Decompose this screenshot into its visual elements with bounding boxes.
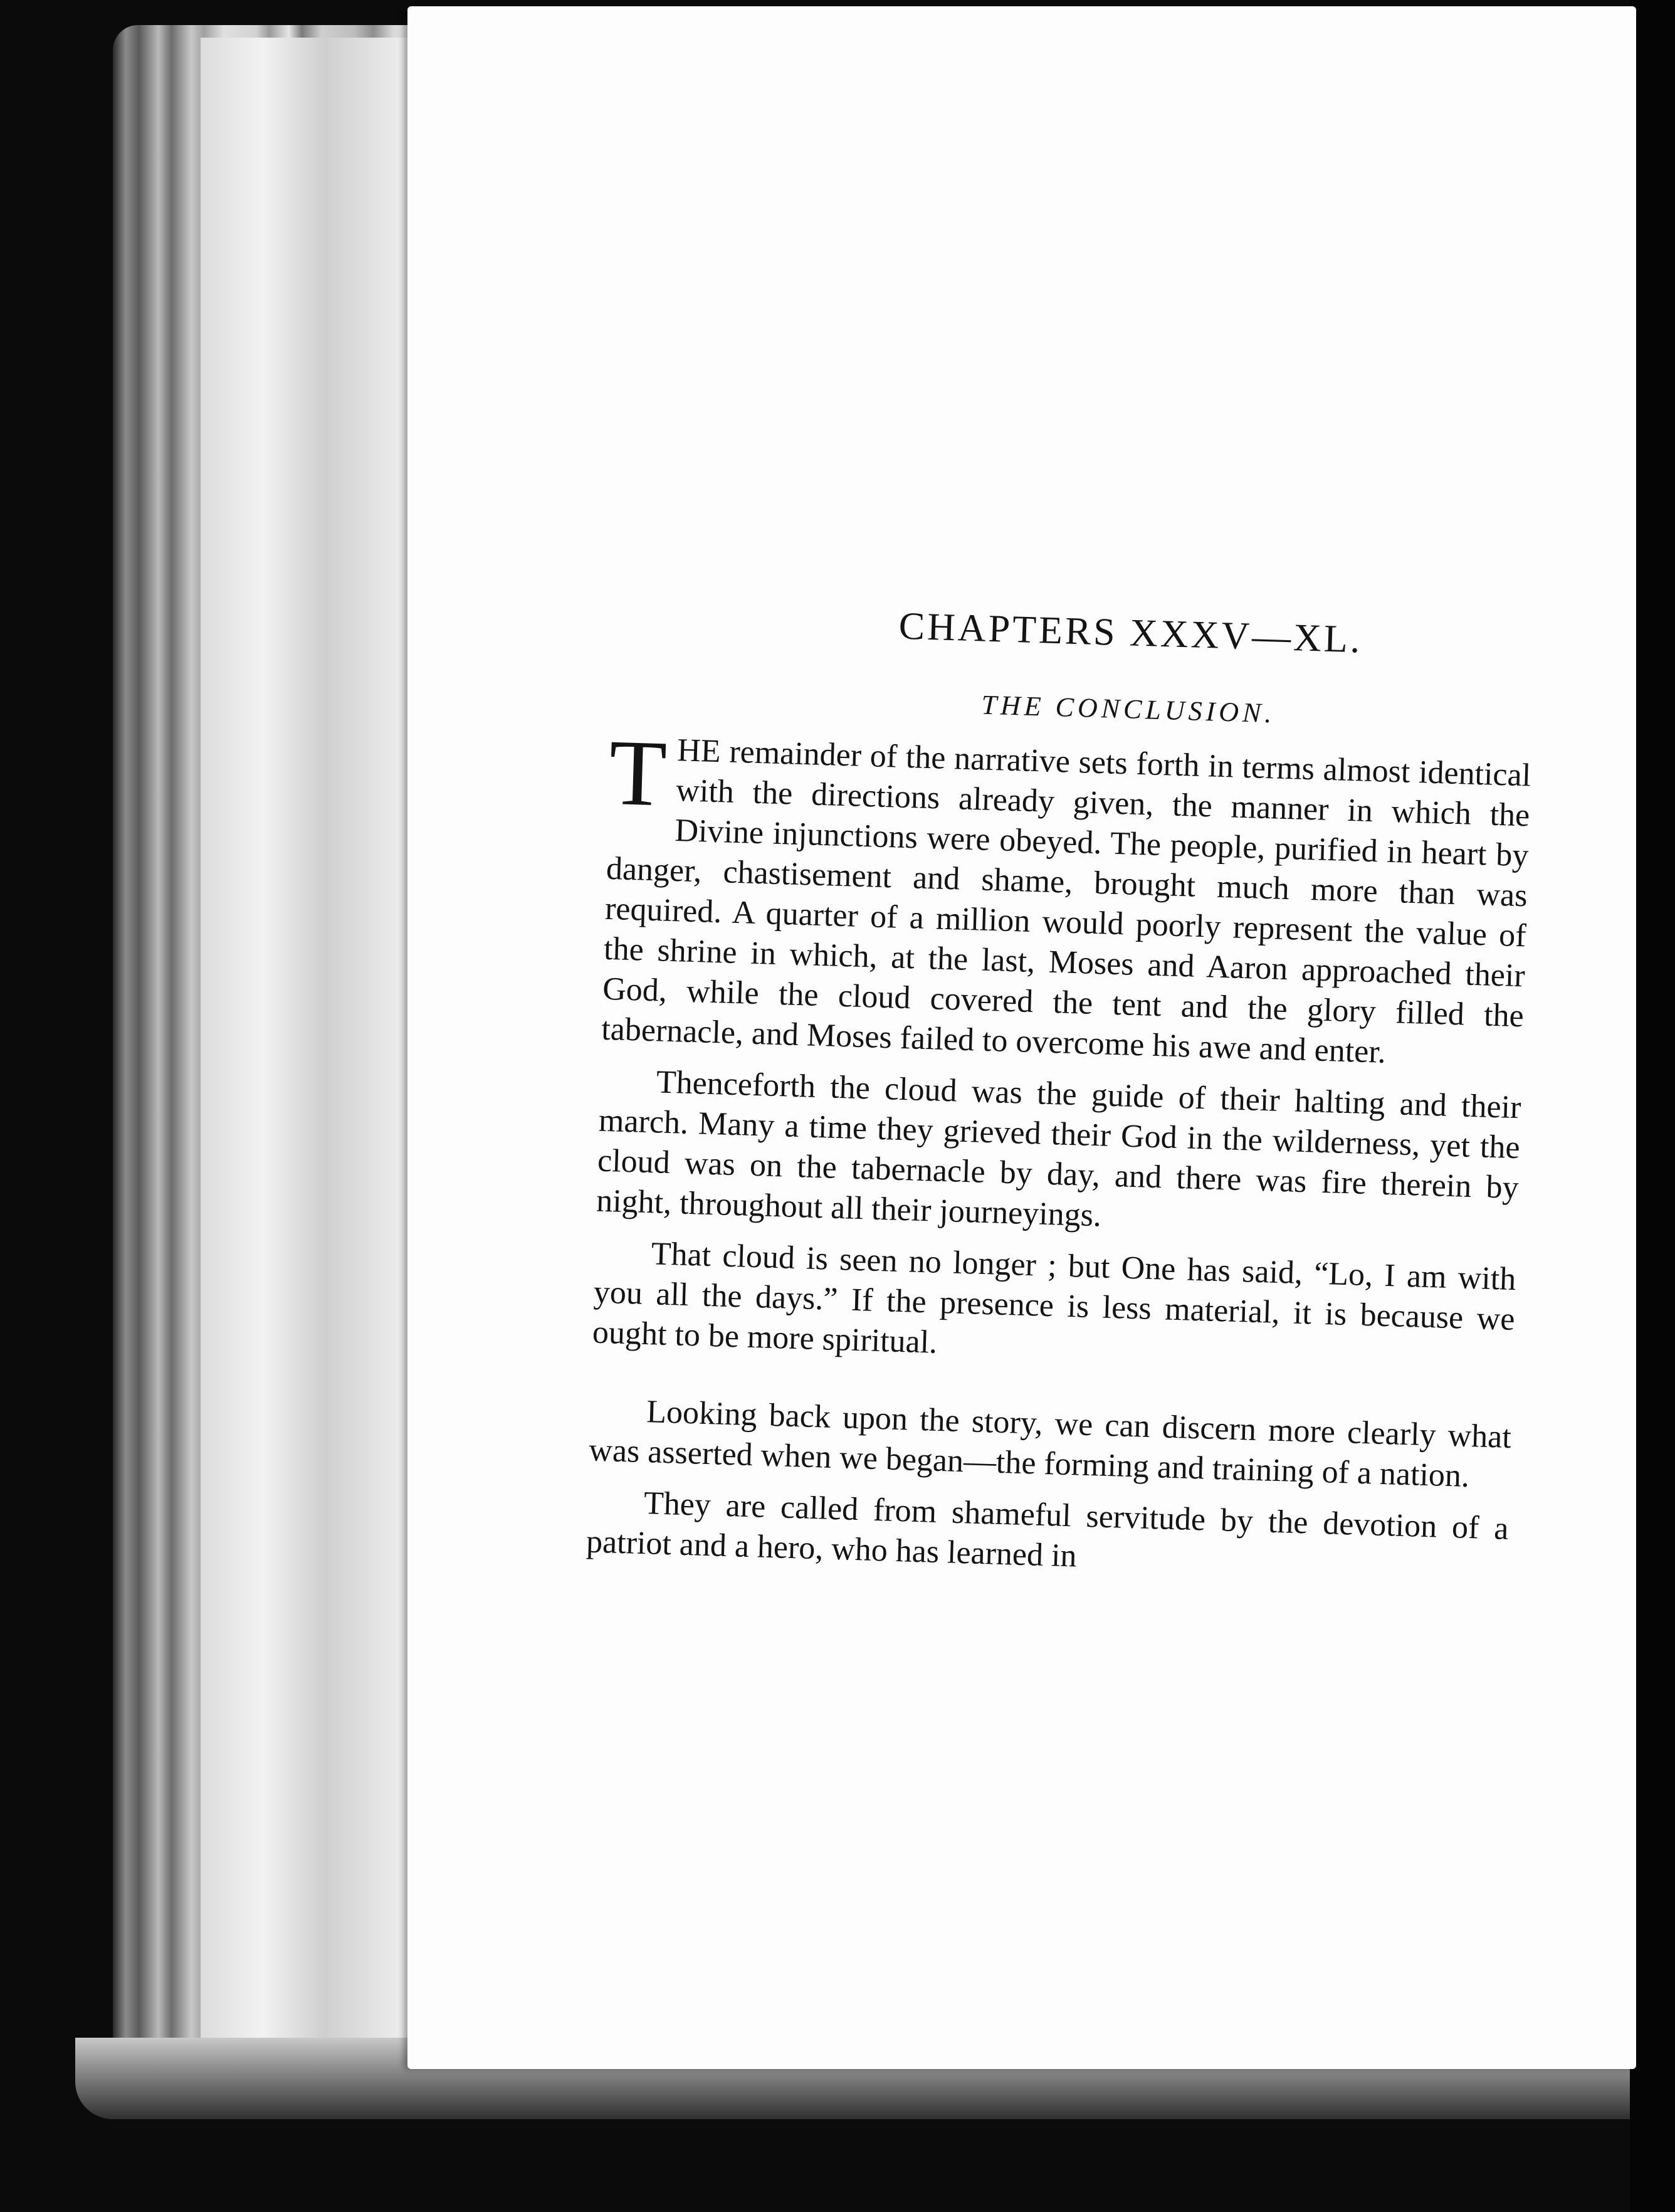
paragraph-4: Looking back upon the story, we can discern more clearly what was asserted when we began—the forming and training of a nation. — [588, 1394, 1512, 1495]
paragraph-5: They are called from shameful servitude by the devotion of a patriot and a hero, who has learned in — [585, 1485, 1510, 1574]
chapter-subtitle: THE CONCLUSION. — [980, 689, 1276, 729]
paragraph-3: That cloud is seen no longer ; but One has said, “Lo, I am with you all the days.” If the presence is less material, it is because we ought to be more spiritual. — [592, 1236, 1517, 1361]
drop-cap: T — [607, 720, 668, 826]
scan-border — [1630, 0, 1675, 2212]
paragraph-2: Thenceforth the cloud was the guide of their halting and their march. Many a time they grieved their God in the wilderness, yet the cloud was on the tabernacle by day, and there was fire therein by night, throughout all their journeyings. — [596, 1064, 1522, 1234]
paragraph-1-text: HE remainder of the narrative sets forth in terms almost identical with the directions already given, the manner in which the Divine injunctions were obeyed. The people, purified in heart by danger, chastisement and shame, brought much more than was required. A quarter of a million would poorly represent the value of the shrine in which, at the last, Moses and Aaron approached their God, while the cloud covered the tent and the glory filled the tabernacle, and Moses failed to overcome his awe and enter. — [601, 732, 1531, 1070]
inner-page-edges — [201, 38, 407, 2044]
chapter-heading: CHAPTERS XXXV—XL. — [898, 604, 1363, 661]
paragraph-1 — [601, 720, 1532, 1077]
page-text — [585, 596, 1536, 1601]
